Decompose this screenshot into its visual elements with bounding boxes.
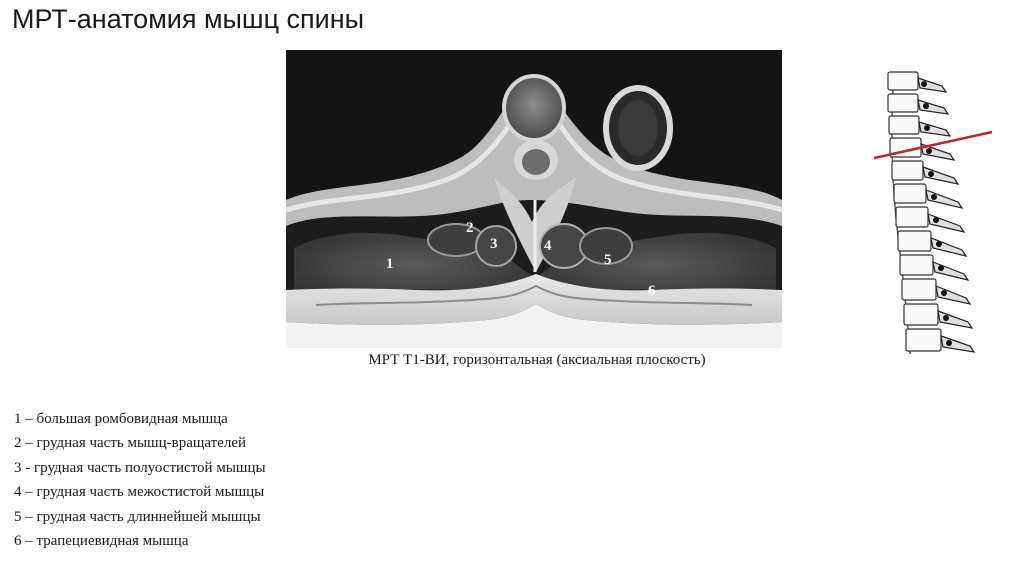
mri-label-5: 5 [604,252,612,268]
mri-label-1: 1 [386,256,394,272]
spine-diagram [864,66,996,360]
mri-label-2: 2 [466,220,474,236]
mri-caption: МРТ Т1-ВИ, горизонтальная (аксиальная плоскость) [368,352,706,368]
legend-item: 2 – грудная часть мышц-вращателей [14,435,247,452]
muscle-legend [14,407,266,553]
mri-axial-image [286,50,782,348]
slide-title: МРТ-анатомия мышц спины [12,4,365,34]
mri-label-4: 4 [544,238,552,254]
mri-label-6: 6 [648,283,656,299]
legend-item: 4 – грудная часть межостистой мышцы [14,484,265,501]
legend-item: 5 – грудная часть длиннейшей мышцы [14,508,261,525]
mri-label-3: 3 [490,236,498,252]
legend-item: 3 - грудная часть полуостистой мышцы [14,459,266,476]
legend-item: 1 – большая ромбовидная мышца [14,411,228,427]
legend-item: 6 – трапециевидная мышца [14,533,189,550]
